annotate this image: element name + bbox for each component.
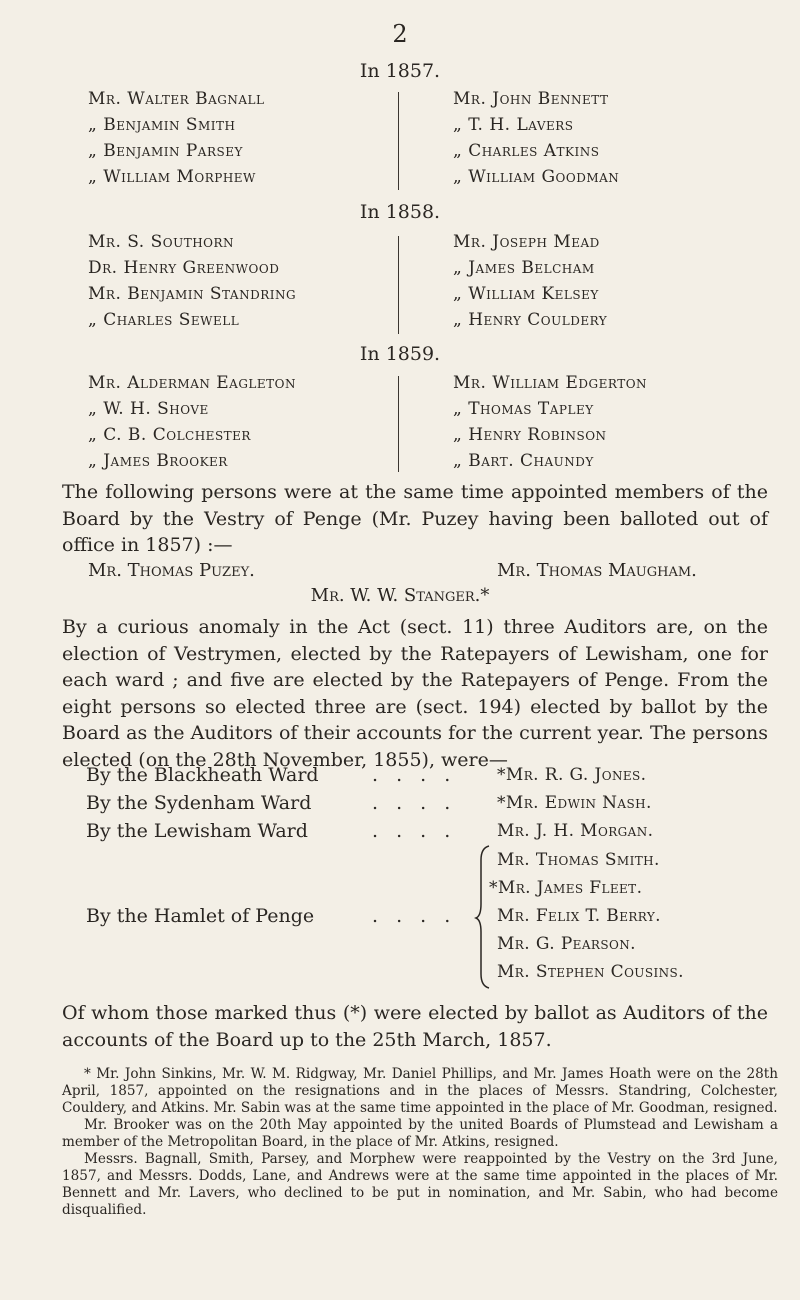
member-name: „ Charles Sewell bbox=[88, 310, 240, 330]
members-right-1857 bbox=[453, 86, 619, 190]
member-name: Mr. John Bennett bbox=[453, 89, 609, 109]
member-name: „ Henry Couldery bbox=[453, 310, 608, 330]
leader-dots: . . . . bbox=[372, 764, 457, 786]
leader-dots: . . . . bbox=[372, 820, 457, 842]
member-name: „ James Belcham bbox=[453, 258, 595, 278]
members-left-1858 bbox=[88, 229, 296, 333]
member-name: „ James Brooker bbox=[88, 451, 228, 471]
member-name: Mr. Joseph Mead bbox=[453, 232, 600, 252]
member-name: „ William Kelsey bbox=[453, 284, 599, 304]
member-name: „ William Goodman bbox=[453, 167, 620, 187]
penge-member-right: Mr. Thomas Maugham. bbox=[497, 560, 697, 581]
member-name: Mr. William Edgerton bbox=[453, 373, 648, 393]
footnote-paragraph: Messrs. Bagnall, Smith, Parsey, and Morphew were reappointed by the Vestry on the 3rd June, 1857, and Messrs. Dodds, Lane, and Andrews were at the same time appointed in the places of Mr. Bennett and Mr. Lavers, who declined to be put in nomination, and Mr. Sabin, who had become disqualified. bbox=[62, 1151, 778, 1218]
curly-brace bbox=[474, 844, 494, 990]
penge-intro-paragraph: The following persons were at the same time appointed members of the Board by the Vestry of Penge (Mr. Puzey having been balloted out of office in 1857) :— bbox=[62, 481, 768, 556]
member-name: „ Charles Atkins bbox=[453, 141, 600, 161]
members-right-1859 bbox=[453, 370, 647, 474]
leader-dots: . . . . bbox=[372, 905, 457, 927]
leader-dots: . . . . bbox=[372, 792, 457, 814]
ward-label: By the Blackheath Ward bbox=[86, 764, 319, 786]
column-divider bbox=[398, 236, 399, 334]
closing-paragraph: Of whom those marked thus (*) were elected by ballot as Auditors of the accounts of the Board up to the 25th March, 1857. bbox=[62, 1002, 768, 1051]
penge-member-center: Mr. W. W. Stanger.* bbox=[310, 585, 490, 606]
ward-label: By the Lewisham Ward bbox=[86, 820, 308, 842]
member-name: „ W. H. Shove bbox=[88, 399, 209, 419]
auditor-name: Mr. J. H. Morgan. bbox=[497, 821, 654, 841]
footnote-paragraph: Mr. Brooker was on the 20th May appointed by the united Boards of Plumstead and Lewisham a member of the Metropolitan Board, in the place of Mr. Atkins, resigned. bbox=[62, 1117, 778, 1150]
auditors-paragraph: By a curious anomaly in the Act (sect. 11) three Auditors are, on the election of Vestrymen, elected by the Ratepayers of Lewisham, one for each ward ; and five are elected by the Ratepayers of Penge. From the eight persons so elected three are (sect. 194) elected by ballot by the Board as the Auditors of their accounts for the current year. The persons elected (on the 28th November, 1855), were— bbox=[62, 616, 768, 771]
member-name: „ C. B. Colchester bbox=[88, 425, 251, 445]
page-number: 2 bbox=[392, 20, 408, 48]
members-left-1859 bbox=[88, 370, 296, 474]
member-name: „ Henry Robinson bbox=[453, 425, 607, 445]
year-heading-1857: In 1857. bbox=[359, 60, 441, 82]
footnotes bbox=[62, 1066, 778, 1219]
auditor-name: Mr. Thomas Smith. bbox=[497, 850, 660, 870]
auditor-name: Mr. Felix T. Berry. bbox=[497, 906, 661, 926]
year-heading-1859: In 1859. bbox=[359, 343, 441, 365]
auditor-name: Mr. G. Pearson. bbox=[497, 934, 636, 954]
auditor-name: *Mr. R. G. Jones. bbox=[497, 765, 647, 785]
penge-member-left: Mr. Thomas Puzey. bbox=[88, 560, 255, 581]
member-name: „ William Morphew bbox=[88, 167, 256, 187]
auditor-name: *Mr. Edwin Nash. bbox=[497, 793, 652, 813]
ward-label: By the Sydenham Ward bbox=[86, 792, 312, 814]
auditor-name: Mr. Stephen Cousins. bbox=[497, 962, 684, 982]
member-name: „ Thomas Tapley bbox=[453, 399, 594, 419]
column-divider bbox=[398, 376, 399, 472]
footnote-paragraph: * Mr. John Sinkins, Mr. W. M. Ridgway, Mr. Daniel Phillips, and Mr. James Hoath were on the 28th April, 1857, appointed on the resignations and in the places of Messrs. Standring, Colchester, Couldery, and Atkins. Mr. Sabin was at the same time appointed in the place of Mr. Goodman, resigned. bbox=[62, 1066, 778, 1116]
member-name: „ Benjamin Smith bbox=[88, 115, 236, 135]
member-name: Mr. Alderman Eagleton bbox=[88, 373, 296, 393]
auditor-name: *Mr. James Fleet. bbox=[489, 878, 643, 898]
member-name: Dr. Henry Greenwood bbox=[88, 258, 280, 278]
member-name: Mr. Walter Bagnall bbox=[88, 89, 265, 109]
members-left-1857 bbox=[88, 86, 264, 190]
members-right-1858 bbox=[453, 229, 607, 333]
member-name: „ T. H. Lavers bbox=[453, 115, 574, 135]
year-heading-1858: In 1858. bbox=[359, 201, 441, 223]
member-name: „ Bart. Chaundy bbox=[453, 451, 594, 471]
member-name: Mr. Benjamin Standring bbox=[88, 284, 297, 304]
column-divider bbox=[398, 92, 399, 190]
ward-label-penge: By the Hamlet of Penge bbox=[86, 905, 315, 927]
member-name: Mr. S. Southorn bbox=[88, 232, 235, 252]
member-name: „ Benjamin Parsey bbox=[88, 141, 243, 161]
